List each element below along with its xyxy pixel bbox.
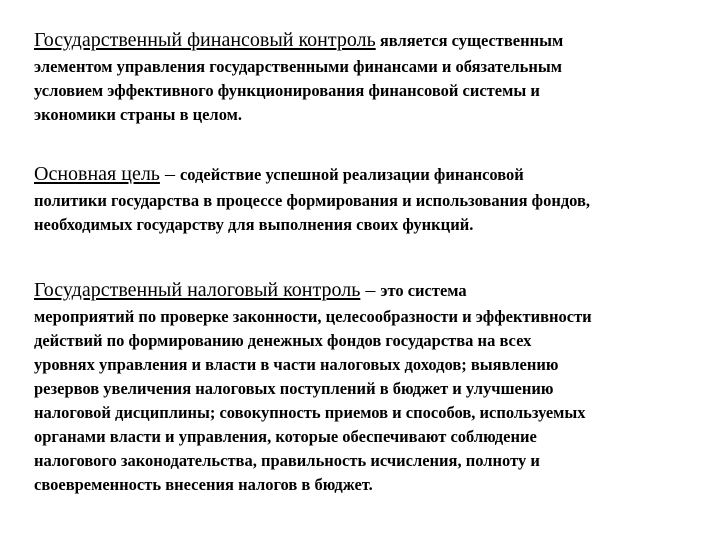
text-line: условием эффективного функционирования финансовой системы и	[34, 81, 540, 100]
text-line: необходимых государству для выполнения своих функций.	[34, 215, 474, 234]
text-line: налогового законодательства, правильность исчисления, полноту и	[34, 451, 540, 470]
text-line: элементом управления государственными финансами и обязательным	[34, 57, 563, 76]
text-line: экономики страны в целом.	[34, 105, 242, 124]
text-line: резервов увеличения налоговых поступлений в бюджет и улучшению	[34, 379, 554, 398]
text-line: уровнях управления и власти в части налоговых доходов; выявлению	[34, 355, 559, 374]
text-line: налоговой дисциплины; совокупность приемов и способов, используемых	[34, 403, 586, 422]
dash: –	[360, 279, 381, 301]
text-line: органами власти и управления, которые обеспечивают соблюдение	[34, 427, 537, 446]
paragraph-first-line	[34, 26, 714, 55]
text-line: действий по формированию денежных фондов государства на всех	[34, 331, 532, 350]
paragraph-lead: содействие успешной реализации финансовой	[179, 165, 524, 184]
paragraph-lead: является существенным	[375, 31, 564, 50]
term-tax-control: Государственный налоговый контроль	[34, 279, 361, 301]
paragraph-tax-control	[34, 276, 714, 497]
text-line: политики государства в процессе формирования и использования фондов,	[34, 191, 591, 210]
paragraph-first-line	[34, 276, 714, 305]
term-main-goal: Основная цель	[34, 163, 160, 185]
text-line: мероприятий по проверке законности, целесообразности и эффективности	[34, 307, 592, 326]
paragraph-first-line	[34, 160, 714, 189]
dash: –	[159, 163, 180, 185]
term-financial-control: Государственный финансовый контроль	[34, 29, 376, 51]
paragraph-main-goal	[34, 160, 714, 237]
text-line: своевременность внесения налогов в бюджет.	[34, 475, 373, 494]
paragraph-lead: это система	[380, 281, 467, 300]
paragraph-financial-control	[34, 26, 714, 127]
